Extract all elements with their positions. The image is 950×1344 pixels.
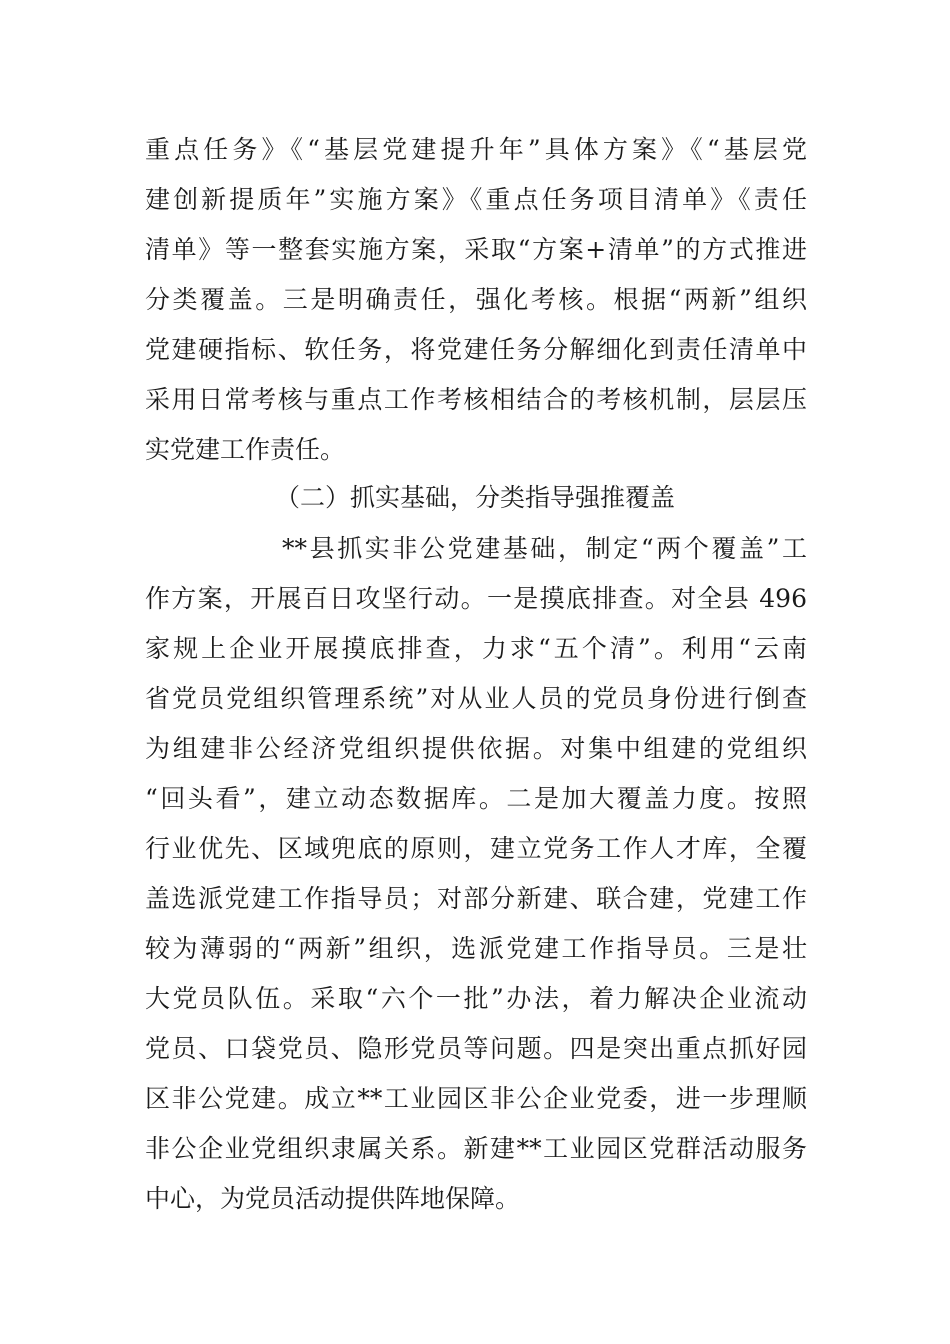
text-line: 为组建非公经济党组织提供依据。对集中组建的党组织 (145, 734, 807, 763)
text-line: 实党建工作责任。 (145, 435, 346, 464)
section-heading: （二）抓实基础，分类指导强推覆盖 (274, 483, 675, 512)
text-line: 非公企业党组织隶属关系。新建**工业园区党群活动服务 (145, 1134, 807, 1163)
text-line: 重点任务》《“基层党建提升年”具体方案》《“基层党 (145, 135, 807, 164)
text-line: “回头看”，建立动态数据库。二是加大覆盖力度。按照 (145, 784, 807, 813)
text-line: 家规上企业开展摸底排查，力求“五个清”。利用“云南 (145, 634, 807, 663)
text-line: 清单》等一整套实施方案，采取“方案+清单”的方式推进 (145, 235, 807, 264)
paragraph-foundation (145, 524, 807, 1224)
text-line-indented: **县抓实非公党建基础，制定“两个覆盖”工 (282, 534, 807, 563)
text-line: 较为薄弱的“两新”组织，选派党建工作指导员。三是壮 (145, 934, 807, 963)
text-line: 作方案，开展百日攻坚行动。一是摸底排查。对全县 496 (145, 584, 807, 613)
text-line: 行业优先、区域兜底的原则，建立党务工作人才库，全覆 (145, 834, 807, 863)
text-line: 大党员队伍。采取“六个一批”办法，着力解决企业流动 (145, 984, 807, 1013)
text-line: 区非公党建。成立**工业园区非公企业党委，进一步理顺 (145, 1084, 807, 1113)
text-line: 省党员党组织管理系统”对从业人员的党员身份进行倒查 (145, 684, 807, 713)
text-line: 采用日常考核与重点工作考核相结合的考核机制，层层压 (145, 385, 807, 414)
text-line: 建创新提质年”实施方案》《重点任务项目清单》《责任 (145, 185, 807, 214)
text-line: 中心，为党员活动提供阵地保障。 (145, 1184, 521, 1213)
text-line: 分类覆盖。三是明确责任，强化考核。根据“两新”组织 (145, 285, 807, 314)
text-line: 盖选派党建工作指导员；对部分新建、联合建，党建工作 (145, 884, 807, 913)
paragraph-responsibility (145, 125, 807, 475)
text-line: 党员、口袋党员、隐形党员等问题。四是突出重点抓好园 (145, 1034, 807, 1063)
text-line: 党建硬指标、软任务，将党建任务分解细化到责任清单中 (145, 335, 807, 364)
